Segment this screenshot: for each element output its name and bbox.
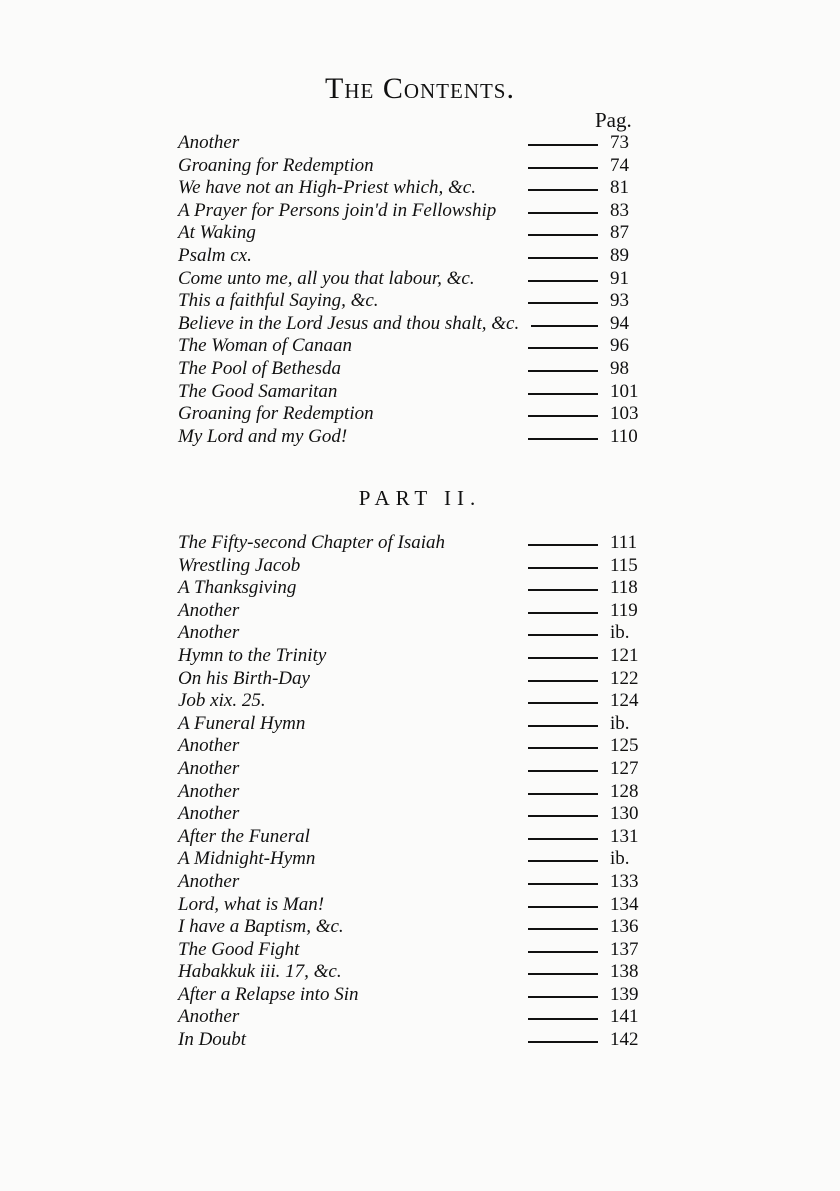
toc-entry-title: Another <box>178 870 240 892</box>
toc-entry <box>178 403 658 426</box>
toc-entry-page: 94 <box>610 312 629 334</box>
toc-entry <box>178 268 658 291</box>
toc-entry <box>178 1006 658 1029</box>
leader-rule <box>528 612 598 614</box>
part2-toc <box>178 532 658 1052</box>
toc-entry-page: 142 <box>610 1029 639 1051</box>
toc-entry <box>178 600 658 623</box>
toc-entry <box>178 245 658 268</box>
toc-entry <box>178 939 658 962</box>
toc-entry-page: 81 <box>610 177 629 199</box>
leader-rule <box>528 370 598 372</box>
toc-entry-title: The Good Samaritan <box>178 380 338 402</box>
page-title: The Contents. <box>325 72 515 105</box>
toc-entry-page: 139 <box>610 983 639 1005</box>
toc-entry <box>178 668 658 691</box>
toc-entry-page: 103 <box>610 403 639 425</box>
part1-toc <box>178 132 658 448</box>
toc-entry-title: Another <box>178 622 240 644</box>
toc-entry <box>178 155 658 178</box>
leader-rule <box>528 302 598 304</box>
toc-entry-title: Hymn to the Trinity <box>178 644 327 666</box>
toc-entry-page: 130 <box>610 803 639 825</box>
toc-entry-page: 138 <box>610 961 639 983</box>
leader-rule <box>528 1018 598 1020</box>
toc-entry-title: The Pool of Bethesda <box>178 357 342 379</box>
leader-rule <box>528 212 598 214</box>
toc-entry <box>178 335 658 358</box>
leader-rule <box>528 189 598 191</box>
toc-entry <box>178 381 658 404</box>
toc-entry-page: 134 <box>610 893 639 915</box>
leader-rule <box>528 544 598 546</box>
toc-entry-title: I have a Baptism, &c. <box>178 916 344 938</box>
toc-entry-page: 133 <box>610 870 639 892</box>
leader-rule <box>528 393 598 395</box>
toc-entry-page: 136 <box>610 916 639 938</box>
toc-entry-title: My Lord and my God! <box>178 425 348 447</box>
leader-rule <box>528 883 598 885</box>
leader-rule <box>528 702 598 704</box>
leader-rule <box>528 928 598 930</box>
toc-entry <box>178 200 658 223</box>
toc-entry-title: On his Birth-Day <box>178 667 310 689</box>
toc-entry-page: 119 <box>610 599 638 621</box>
leader-rule <box>528 725 598 727</box>
toc-entry <box>178 290 658 313</box>
page-column-label: Pag. <box>595 108 632 132</box>
leader-rule <box>528 634 598 636</box>
leader-rule <box>528 347 598 349</box>
toc-entry <box>178 984 658 1007</box>
toc-entry-title: Another <box>178 803 240 825</box>
toc-entry-title: A Midnight-Hymn <box>178 848 316 870</box>
toc-entry-page: 111 <box>610 532 638 553</box>
leader-rule <box>528 415 598 417</box>
leader-rule <box>528 257 598 259</box>
toc-entry-page: 137 <box>610 938 639 960</box>
toc-entry-title: At Waking <box>178 222 256 244</box>
toc-entry <box>178 803 658 826</box>
toc-entry-page: 110 <box>610 425 638 447</box>
toc-entry <box>178 177 658 200</box>
leader-rule <box>528 680 598 682</box>
toc-entry <box>178 713 658 736</box>
leader-rule <box>528 234 598 236</box>
toc-entry-page: ib. <box>610 712 630 734</box>
toc-entry <box>178 826 658 849</box>
toc-entry-page: 127 <box>610 757 639 779</box>
toc-entry-title: The Woman of Canaan <box>178 335 353 357</box>
toc-entry <box>178 132 658 155</box>
toc-entry-title: The Good Fight <box>178 938 300 960</box>
toc-entry <box>178 848 658 871</box>
toc-entry-page: ib. <box>610 622 630 644</box>
toc-entry <box>178 222 658 245</box>
leader-rule <box>528 815 598 817</box>
leader-rule <box>528 838 598 840</box>
toc-entry-page: 101 <box>610 380 639 402</box>
toc-entry <box>178 961 658 984</box>
toc-entry-page: 118 <box>610 577 638 599</box>
toc-entry-page: 121 <box>610 644 639 666</box>
toc-entry-page: 96 <box>610 335 629 357</box>
toc-entry-title: Another <box>178 599 240 621</box>
leader-rule <box>528 770 598 772</box>
toc-entry <box>178 622 658 645</box>
toc-entry-title: Another <box>178 780 240 802</box>
toc-entry-page: 73 <box>610 132 629 153</box>
toc-entry-title: The Fifty-second Chapter of Isaiah <box>178 532 446 553</box>
toc-entry <box>178 426 658 449</box>
toc-entry-page: 115 <box>610 554 638 576</box>
toc-entry <box>178 555 658 578</box>
toc-entry-title: Another <box>178 1006 240 1028</box>
toc-entry-title: A Prayer for Persons join'd in Fellowship <box>178 199 497 221</box>
toc-entry-title: Another <box>178 735 240 757</box>
toc-entry-page: 74 <box>610 154 629 176</box>
toc-entry <box>178 916 658 939</box>
leader-rule <box>528 973 598 975</box>
part-heading: PART II. <box>358 486 482 510</box>
toc-entry-page: 83 <box>610 199 629 221</box>
leader-rule <box>528 438 598 440</box>
toc-entry-page: 93 <box>610 290 629 312</box>
leader-rule <box>528 906 598 908</box>
toc-entry-title: Lord, what is Man! <box>178 893 325 915</box>
toc-entry-title: A Thanksgiving <box>178 577 297 599</box>
toc-entry-page: 131 <box>610 825 639 847</box>
leader-rule <box>528 747 598 749</box>
leader-rule <box>528 793 598 795</box>
leader-rule <box>528 280 598 282</box>
toc-entry <box>178 645 658 668</box>
toc-entry-title: Groaning for Redemption <box>178 154 374 176</box>
toc-entry-page: ib. <box>610 848 630 870</box>
toc-entry-page: 141 <box>610 1006 639 1028</box>
toc-entry <box>178 532 658 555</box>
toc-entry-title: A Funeral Hymn <box>178 712 306 734</box>
toc-entry-page: 128 <box>610 780 639 802</box>
toc-entry-title: Believe in the Lord Jesus and thou shalt, &c. <box>178 312 520 334</box>
toc-entry-title: This a faithful Saying, &c. <box>178 290 379 312</box>
toc-entry-page: 122 <box>610 667 639 689</box>
toc-entry <box>178 781 658 804</box>
toc-entry <box>178 313 658 336</box>
toc-entry <box>178 735 658 758</box>
leader-rule <box>528 860 598 862</box>
toc-entry-title: Habakkuk iii. 17, &c. <box>178 961 342 983</box>
leader-rule <box>531 325 598 327</box>
leader-rule <box>528 1041 598 1043</box>
toc-entry-page: 91 <box>610 267 629 289</box>
toc-entry <box>178 1029 658 1052</box>
toc-entry-title: Psalm cx. <box>178 244 252 266</box>
toc-entry-title: In Doubt <box>178 1029 247 1051</box>
toc-entry-title: Another <box>178 757 240 779</box>
toc-entry-title: After a Relapse into Sin <box>178 983 359 1005</box>
toc-entry <box>178 690 658 713</box>
toc-entry-title: Wrestling Jacob <box>178 554 301 576</box>
leader-rule <box>528 567 598 569</box>
toc-entry <box>178 894 658 917</box>
toc-entry-page: 124 <box>610 690 639 712</box>
leader-rule <box>528 657 598 659</box>
leader-rule <box>528 951 598 953</box>
leader-rule <box>528 144 598 146</box>
toc-entry-page: 87 <box>610 222 629 244</box>
toc-entry-title: Job xix. 25. <box>178 690 266 712</box>
leader-rule <box>528 167 598 169</box>
toc-entry <box>178 358 658 381</box>
toc-entry <box>178 871 658 894</box>
toc-entry-page: 125 <box>610 735 639 757</box>
leader-rule <box>528 589 598 591</box>
toc-entry-title: After the Funeral <box>178 825 310 847</box>
toc-entry <box>178 577 658 600</box>
toc-entry-page: 98 <box>610 357 629 379</box>
toc-entry-page: 89 <box>610 244 629 266</box>
toc-entry <box>178 758 658 781</box>
toc-entry-title: We have not an High-Priest which, &c. <box>178 177 476 199</box>
toc-entry-title: Another <box>178 132 240 153</box>
leader-rule <box>528 996 598 998</box>
toc-entry-title: Groaning for Redemption <box>178 403 374 425</box>
toc-entry-title: Come unto me, all you that labour, &c. <box>178 267 475 289</box>
